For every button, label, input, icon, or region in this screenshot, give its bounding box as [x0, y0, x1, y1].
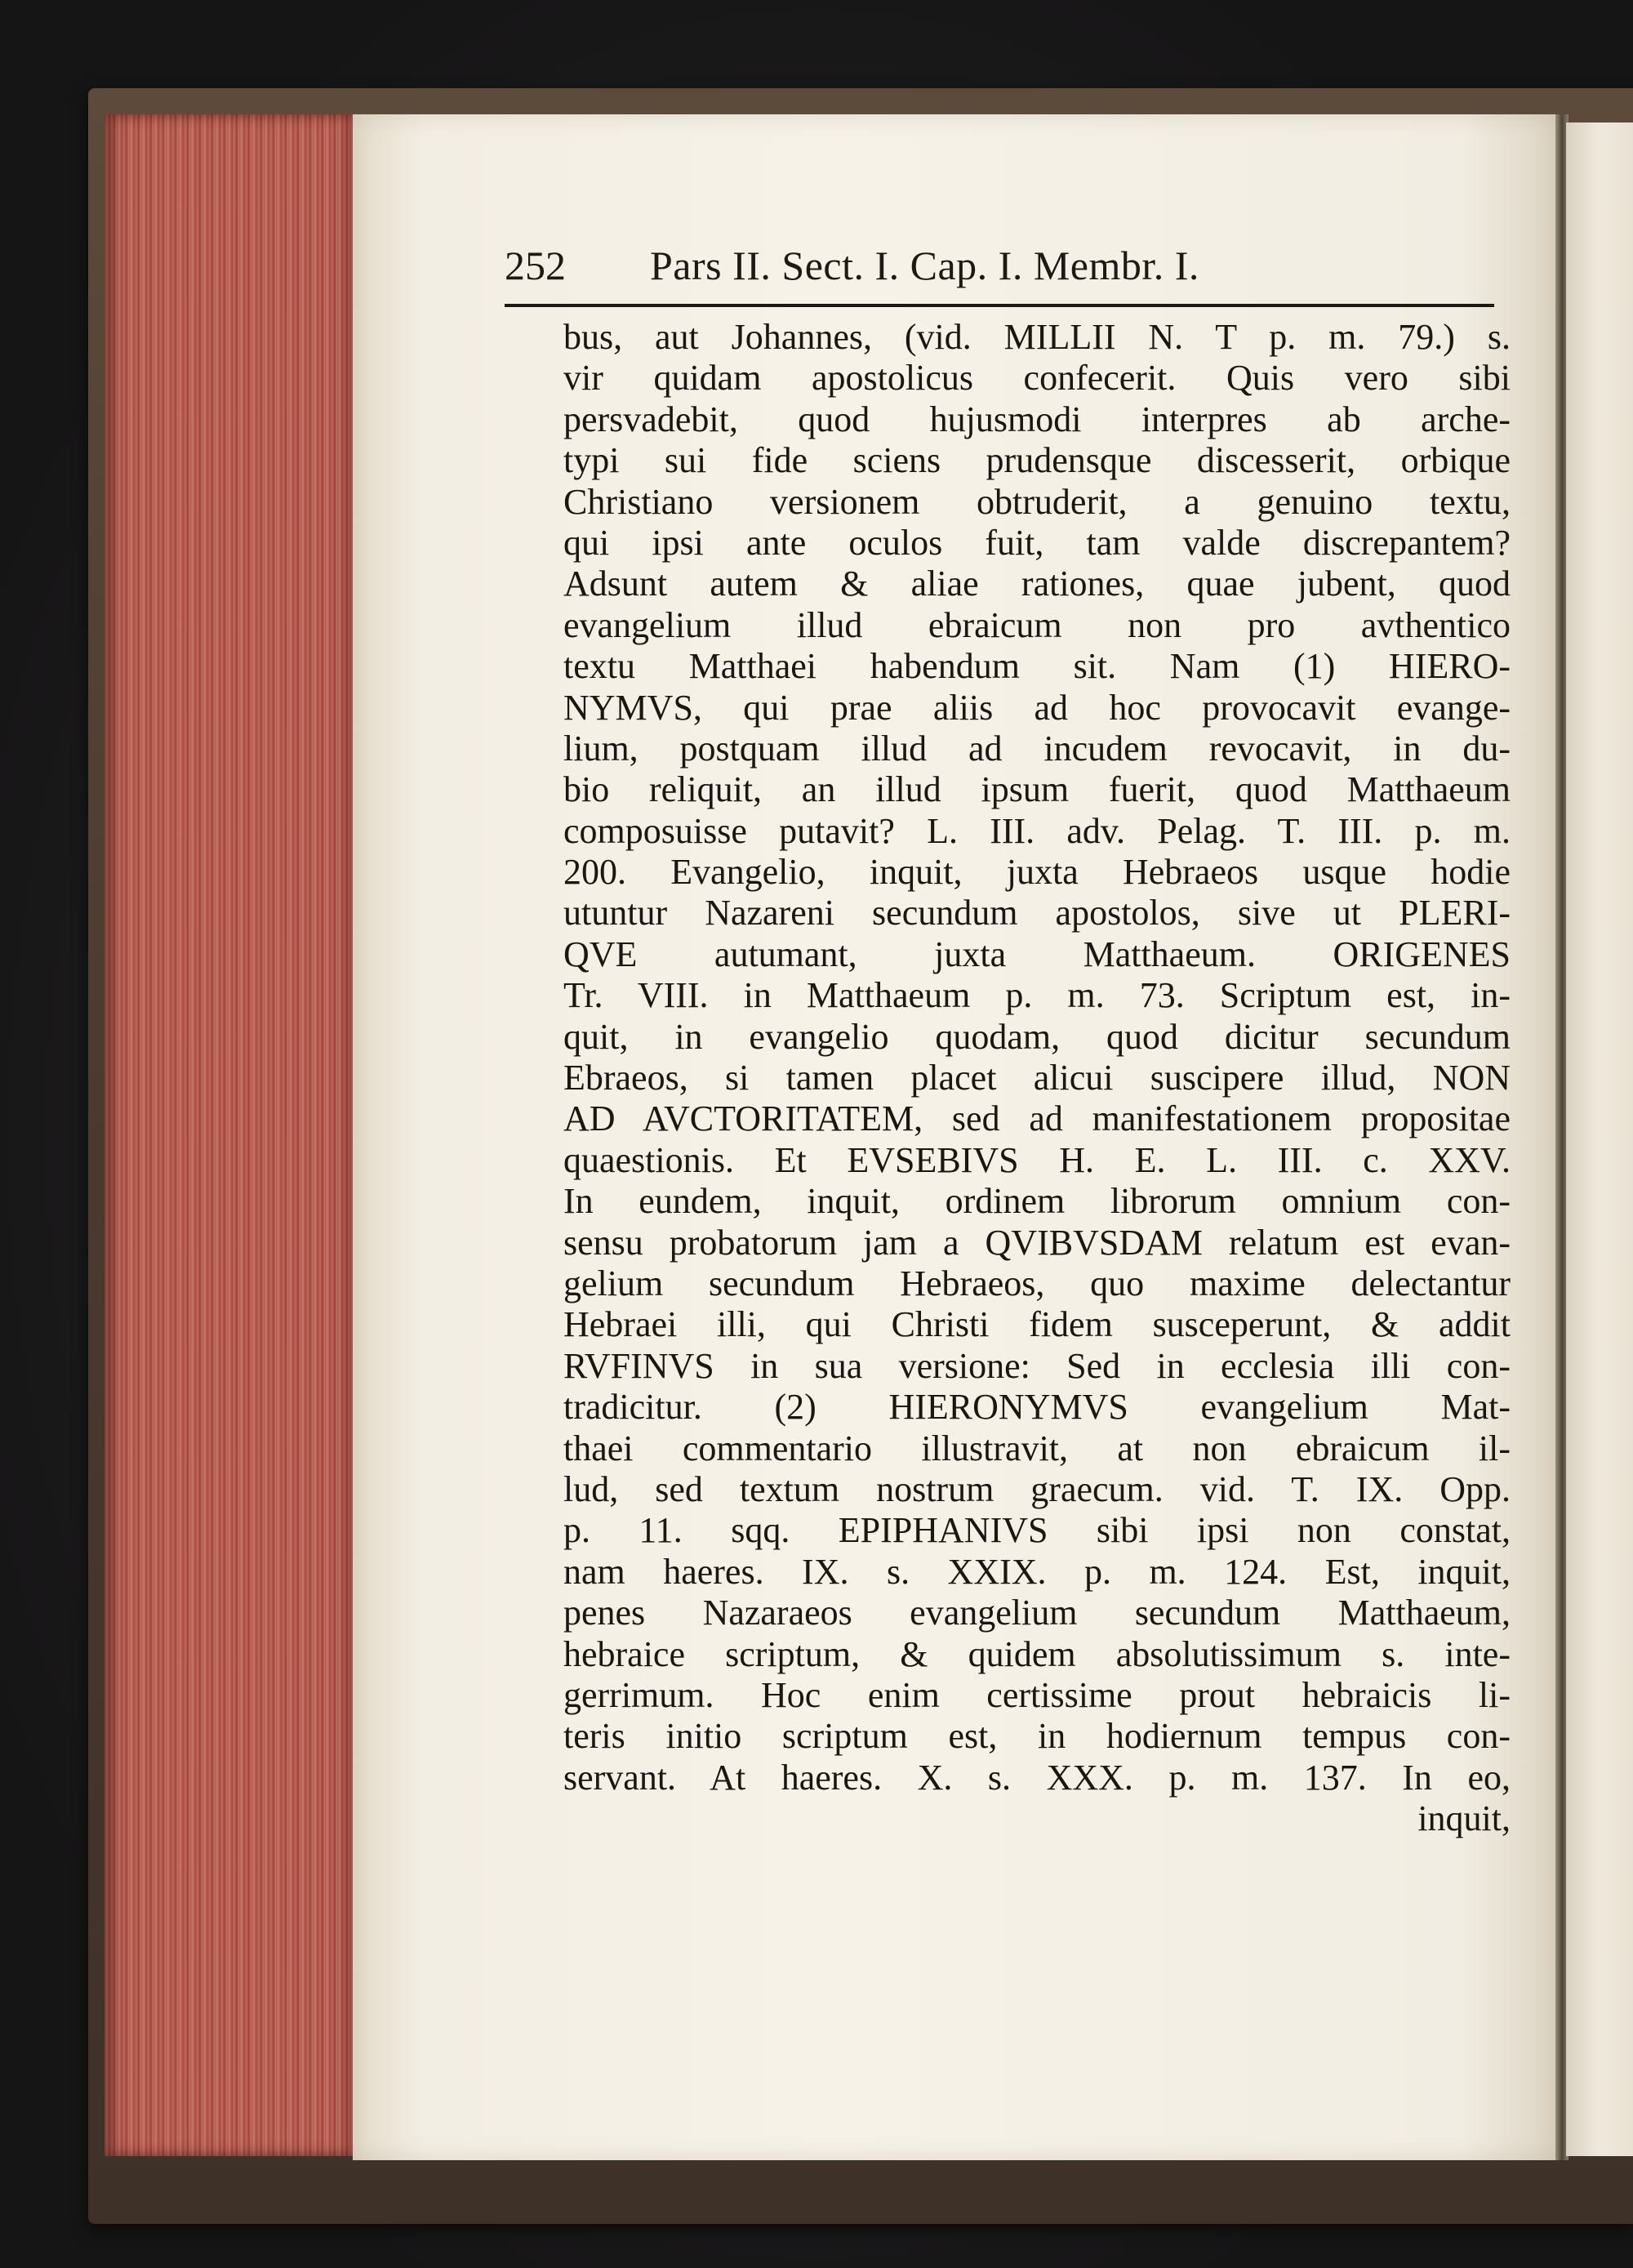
text-line: thaei commentario illustravit, at non ebraicum il- [563, 1428, 1511, 1468]
text-line: Tr. VIII. in Matthaeum p. m. 73. Scriptum est, in- [563, 975, 1511, 1016]
text-line: vir quidam apostolicus confecerit. Quis vero sibi [563, 358, 1511, 399]
text-line: quit, in evangelio quodam, quod dicitur secundum [563, 1016, 1511, 1057]
text-line: AD AVCTORITATEM, sed ad manifestationem propositae [563, 1098, 1511, 1139]
text-line: teris initio scriptum est, in hodiernum tempus con- [563, 1716, 1511, 1757]
text-line: sensu probatorum jam a QVIBVSDAM relatum est evan- [563, 1222, 1511, 1263]
text-line: bio reliquit, an illud ipsum fuerit, quod Matthaeum [563, 769, 1511, 810]
page-edges-red [105, 114, 356, 2156]
text-line: gerrimum. Hoc enim certissime prout hebraicis li- [563, 1674, 1511, 1715]
text-line: hebraice scriptum, & quidem absolutissimum s. inte- [563, 1633, 1511, 1674]
text-line: p. 11. sqq. EPIPHANIVS sibi ipsi non constat, [563, 1510, 1511, 1551]
text-line: composuisse putavit? L. III. adv. Pelag. T. III. p. m. [563, 810, 1511, 851]
text-line: persvadebit, quod hujusmodi interpres ab arche- [563, 399, 1511, 439]
text-line: qui ipsi ante oculos fuit, tam valde discrepantem? [563, 522, 1511, 563]
running-header [505, 242, 1494, 299]
text-line: inquit, [1417, 1798, 1511, 1839]
text-line: Ebraeos, si tamen placet alicui suscipere illud, NON [563, 1058, 1511, 1098]
text-line: utuntur Nazareni secundum apostolos, sive ut PLERI- [563, 893, 1511, 933]
text-line: nam haeres. IX. s. XXIX. p. m. 124. Est, inquit, [563, 1551, 1511, 1592]
text-line: lud, sed textum nostrum graecum. vid. T. IX. Opp. [563, 1468, 1511, 1509]
text-line: penes Nazaraeos evangelium secundum Matthaeum, [563, 1593, 1511, 1633]
text-line: quaestionis. Et EVSEBIVS H. E. L. III. c. XXV. [563, 1139, 1511, 1180]
text-line: evangelium illud ebraicum non pro avthentico [563, 604, 1511, 645]
text-line: Adsunt autem & aliae rationes, quae jubent, quod [563, 564, 1511, 604]
text-line: lium, postquam illud ad incudem revocavit, in du- [563, 728, 1511, 769]
text-line: 200. Evangelio, inquit, juxta Hebraeos usque hodie [563, 852, 1511, 893]
text-line: Hebraei illi, qui Christi fidem susceperunt, & addit [563, 1304, 1511, 1345]
text-line: QVE autumant, juxta Matthaeum. ORIGENES [563, 933, 1511, 974]
text-line: Christiano versionem obtruderit, a genuino textu, [563, 481, 1511, 522]
text-line: bus, aut Johannes, (vid. MILLII N. T p. m. 79.) s. [563, 317, 1511, 357]
text-line: textu Matthaei habendum sit. Nam (1) HIERO- [563, 646, 1511, 687]
header-rule [505, 304, 1494, 307]
text-line: tradicitur. (2) HIERONYMVS evangelium Mat- [563, 1387, 1511, 1428]
running-title: Pars II. Sect. I. Cap. I. Membr. I. [650, 243, 1199, 288]
text-line: RVFINVS in sua versione: Sed in ecclesia illi con- [563, 1345, 1511, 1386]
text-line: gelium secundum Hebraeos, quo maxime delectantur [563, 1263, 1511, 1303]
page-number: 252 [505, 243, 566, 288]
text-line: typi sui fide sciens prudensque discesserit, orbique [563, 440, 1511, 481]
right-page-fragment [1566, 123, 1633, 2156]
text-line: In eundem, inquit, ordinem librorum omnium con- [563, 1181, 1511, 1222]
body-text [563, 317, 1511, 1839]
text-line: servant. At haeres. X. s. XXX. p. m. 137. In eo, [563, 1757, 1511, 1798]
text-line: NYMVS, qui prae aliis ad hoc provocavit evange- [563, 687, 1511, 728]
